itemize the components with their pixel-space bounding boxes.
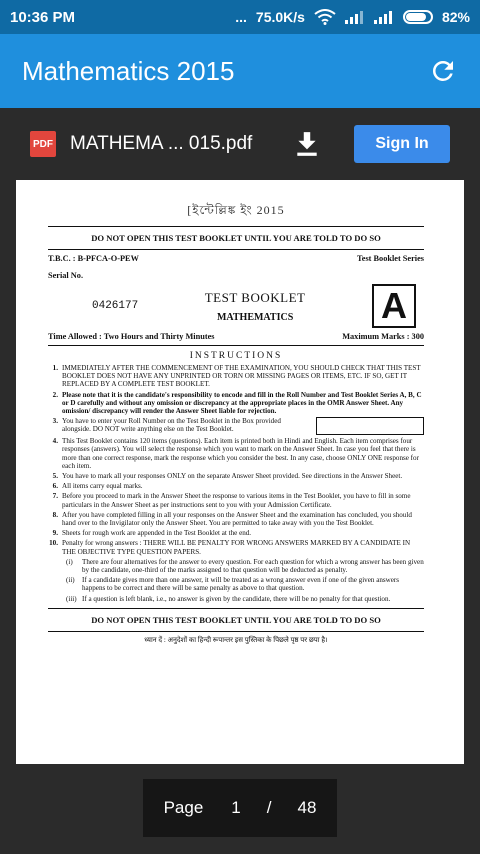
- total-pages: 48: [297, 798, 317, 817]
- list-subitem: (i) There are four alternatives for the answer to every question. For each question for which a wrong answer has been given by the candidate, one-third of the marks assigned to that question will be deducted as penalty.: [66, 557, 424, 575]
- warning-top: DO NOT OPEN THIS TEST BOOKLET UNTIL YOU ARE TOLD TO DO SO: [91, 233, 381, 243]
- series-letter-box: A: [372, 284, 416, 328]
- status-dots: ...: [235, 9, 247, 25]
- serial-label: Serial No.: [48, 271, 84, 280]
- max-marks: Maximum Marks : 300: [342, 332, 424, 341]
- signal-icon-1: [345, 11, 365, 24]
- tbc-code: T.B.C. : B-PFCA-O-PEW: [48, 254, 139, 263]
- list-item: 2. Please note that it is the candidate's responsibility to encode and fill in the Roll Number and Test Booklet Series A, B, C or D carefully and without any omission or discrepancy at the appropriate places in the OMR Answer Sheet. Any omission/ discrepancy will render the Answer Sheet liable for rejection.: [52, 390, 422, 416]
- sign-in-button[interactable]: Sign In: [354, 125, 450, 163]
- status-indicators: [235, 9, 470, 25]
- wifi-icon: [314, 9, 336, 25]
- file-bar: [0, 108, 480, 180]
- list-item: 6. All items carry equal marks.: [52, 482, 143, 491]
- time-allowed: Time Allowed : Two Hours and Thirty Minutes: [48, 332, 215, 341]
- list-item: 1. IMMEDIATELY AFTER THE COMMENCEMENT OF THE EXAMINATION, YOU SHOULD CHECK THAT THIS TEST BOOKLET DOES NOT HAVE ANY UNPRINTED OR TORN OR MISSING PAGES OR ITEMS, ETC. IF SO, GET IT REPLACED BY A COMPLETE TEST BOOKLET.: [52, 364, 421, 389]
- app-bar: [0, 34, 480, 108]
- subject-title: MATHEMATICS: [216, 311, 294, 323]
- list-item: 9. Sheets for rough work are appended in the Test Booklet at the end.: [52, 529, 252, 538]
- page-indicator: [143, 779, 337, 837]
- page-label: Page: [163, 798, 204, 817]
- list-item: 10. Penalty for wrong answers : THERE WILL BE PENALTY FOR WRONG ANSWERS MARKED BY A CANDIDATE IN THE OBJECTIVE TYPE QUESTION PAPERS.: [49, 539, 411, 556]
- hindi-note: ध्यान दें : अनुदेशों का हिन्दी रूपान्तर इस पुस्तिका के पिछले पृष्ठ पर छपा है।: [144, 635, 328, 644]
- current-page: 1: [231, 798, 241, 817]
- refresh-icon[interactable]: [428, 56, 458, 86]
- file-name: MATHEMA ... 015.pdf: [70, 133, 253, 154]
- signal-icon-2: [374, 11, 394, 24]
- roll-number-box: [316, 417, 424, 435]
- list-item: 3. You have to enter your Roll Number on the Test Booklet in the Box provided alongside. DO NOT write anything else on the Test Booklet.: [48, 417, 424, 435]
- list-item: 7. Before you proceed to mark in the Answer Sheet the response to various items in the Test Booklet, you have to fill in some particulars in the Answer Sheet as per instructions sent to you with your Admission Certificate.: [52, 492, 411, 509]
- header-stamp: [ইন্টেল্লিঙ্ক ইং 2015: [187, 203, 285, 217]
- serial-value: 0426177: [92, 300, 139, 312]
- page-separator: /: [266, 798, 272, 817]
- series-label: Test Booklet Series: [357, 254, 424, 263]
- status-time: 10:36 PM: [10, 8, 76, 26]
- list-item: 5. You have to mark all your responses ONLY on the separate Answer Sheet provided. See directions in the Answer Sheet.: [52, 472, 403, 481]
- pdf-file-icon: PDF: [30, 131, 56, 157]
- status-bar: [0, 0, 480, 34]
- page-title: Mathematics 2015: [22, 55, 235, 86]
- battery-icon: [403, 10, 433, 24]
- list-item: 8. After you have completed filling in all your responses on the Answer Sheet and the examination has concluded, you should hand over to the Invigilator only the Answer Sheet. You are permitted to take away with you the Test Booklet.: [52, 510, 412, 528]
- battery-percent: 82%: [441, 9, 470, 25]
- list-subitem: (ii) If a candidate gives more than one answer, it will be treated as a wrong answer even if one of the given answers happens to be correct and there will be same penalty as above to that question.: [66, 576, 400, 593]
- network-speed: 75.0K/s: [255, 9, 305, 25]
- instructions-heading: INSTRUCTIONS: [189, 351, 283, 361]
- warning-bottom: DO NOT OPEN THIS TEST BOOKLET UNTIL YOU ARE TOLD TO DO SO: [91, 614, 381, 625]
- list-item: 4. This Test Booklet contains 120 items (questions). Each item is printed both in Hindi and English. Each item comprises four responses (answers). You will select the response which you want to mark on the Answer Sheet. In case you feel that there is more than one correct response, mark the response which you consider the best. In any case, choose ONLY ONE response for each item.: [52, 437, 419, 470]
- booklet-title: TEST BOOKLET: [204, 289, 306, 305]
- pdf-page-view[interactable]: [16, 180, 464, 764]
- download-icon[interactable]: [294, 130, 320, 158]
- pdf-page-content: [48, 202, 424, 645]
- list-subitem: (iii) If a question is left blank, i.e., no answer is given by the candidate, there will be no penalty for that question.: [66, 594, 391, 603]
- instructions-list: [48, 364, 424, 603]
